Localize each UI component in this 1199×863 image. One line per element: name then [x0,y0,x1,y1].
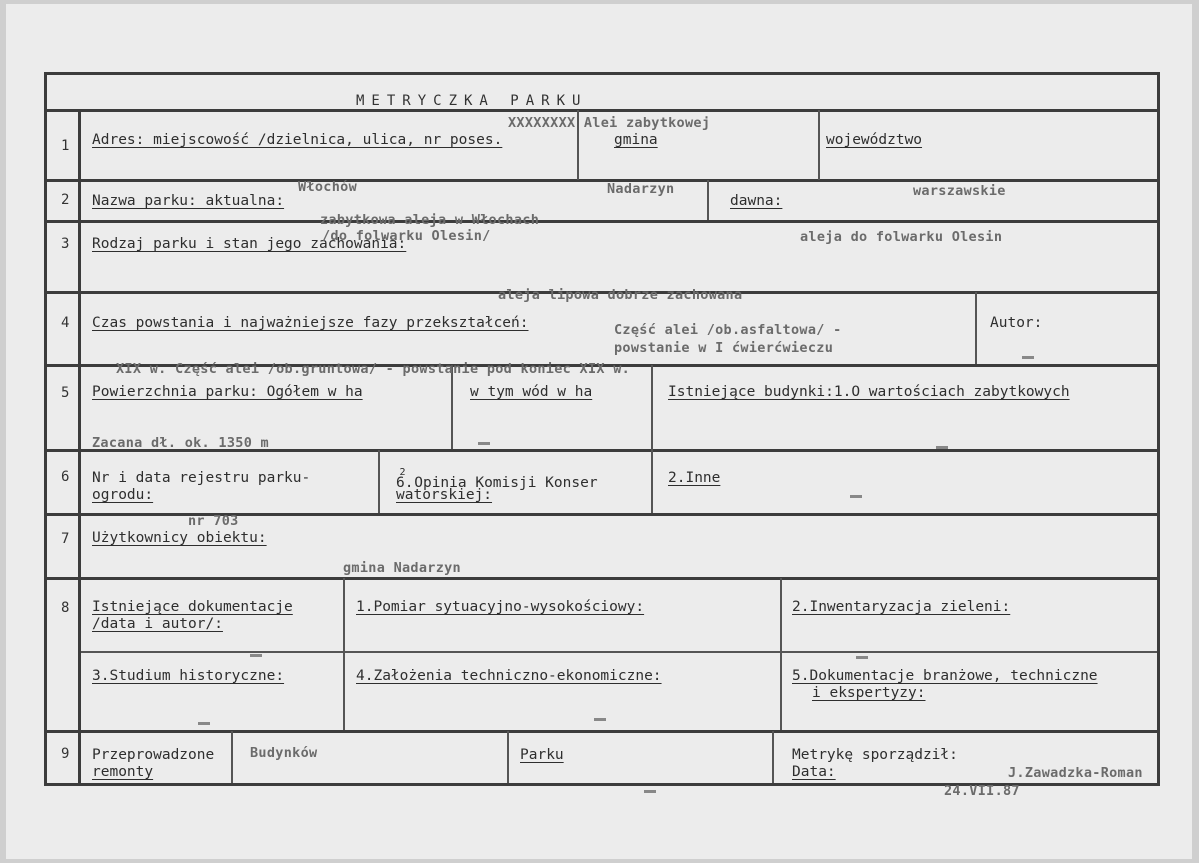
gmina-label: gmina [614,132,658,148]
stamp-text: warszawskie [913,183,1006,199]
row-number: 4 [61,315,70,331]
park-type-label: Rodzaj parku i stan jego zachowania: [92,236,407,252]
stamp-text: Nadarzyn [607,181,675,197]
row-number: 9 [61,746,70,762]
row-number: 1 [61,138,70,154]
stamp-text: Budynków [250,745,318,761]
stamp-text: zabytkowa aleja w Włochach [320,212,540,228]
dash-mark [594,718,606,721]
buildings-label: Istniejące budynki:1.O wartościach zabytkowych [668,384,1070,400]
row-number: 8 [61,600,70,616]
stamp-text: Włochów [298,179,357,195]
row-number: 6 [61,469,70,485]
stamp-text: aleja do folwarku Olesin [800,229,1003,245]
tech-econ-label: 4.Założenia techniczno-ekonomiczne: [356,668,662,684]
stamp-text: powstanie w I ćwierćwieczu [614,340,834,356]
form-title: METRYCZKA PARKU [356,93,588,109]
row-number: 2 [61,192,70,208]
park-repairs-label: Parku [520,747,564,763]
repairs-label-line2: remonty [92,764,154,780]
dash-mark [478,442,490,445]
water-area-label: w tym wód w ha [470,384,593,400]
greenery-inventory-label: 2.Inwentaryzacja zieleni: [792,599,1011,615]
survey-label: 1.Pomiar sytuacyjno-wysokościowy: [356,599,645,615]
stamp-text: XXXXXXXX Alei zabytkowej [508,115,711,131]
stamp-text: J.Zawadzka-Roman [1008,765,1143,781]
register-label-line1: Nr i data rejestru parku- [92,470,311,486]
voivodeship-label: województwo [826,132,923,148]
existing-docs-line2: /data i autor/: [92,616,223,632]
opinion-label-line2: watorskiej: [396,487,493,503]
stamp-text: Zacana dł. ok. 1350 m [92,435,269,451]
park-name-label: Nazwa parku: aktualna: [92,193,285,209]
dash-mark [644,790,656,793]
dash-mark [856,656,868,659]
dash-mark [850,495,862,498]
stamp-text: 24.VII.87 [944,783,1020,799]
stamp-text: gmina Nadarzyn [343,560,461,576]
repairs-label-line1: Przeprowadzone [92,747,215,763]
opinion-label-line1: 6.$^2$ Opinia Komisji Konser [396,467,598,491]
branch-docs-line1: 5.Dokumentacje branżowe, techniczne [792,668,1098,684]
dash-mark [250,654,262,657]
former-name-label: dawna: [730,193,783,209]
stamp-text: Część alei /ob.asfaltowa/ - [614,322,842,338]
register-label-line2: ogrodu: [92,487,154,503]
creation-time-label: Czas powstania i najważniejsze fazy przekształceń: [92,315,529,331]
stamp-text: aleja lipowa dobrze zachowana [498,287,743,303]
dash-mark [1022,356,1034,359]
address-label: Adres: miejscowość /dzielnica, ulica, nr poses. [92,132,503,148]
row-number: 7 [61,531,70,547]
branch-docs-line2: i ekspertyzy: [812,685,926,701]
dash-mark [936,446,948,449]
existing-docs-line1: Istniejące dokumentacje [92,599,293,615]
prepared-by-label: Metrykę sporządził: [792,747,958,763]
author-label: Autor: [990,315,1043,331]
users-label: Użytkownicy obiektu: [92,530,267,546]
dash-mark [198,722,210,725]
row-number: 5 [61,385,70,401]
date-label: Data: [792,764,836,780]
row-number: 3 [61,236,70,252]
area-label: Powierzchnia parku: Ogółem w ha [92,384,363,400]
stamp-text: nr 703 [188,513,239,529]
stamp-text: /do folwarku Olesin/ [322,228,491,244]
stamp-text: XIX w. Część alei /ob.gruntowa/ - powstanie pod koniec XIX w. [116,361,631,377]
other-label: 2.Inne [668,470,721,486]
historical-study-label: 3.Studium historyczne: [92,668,285,684]
